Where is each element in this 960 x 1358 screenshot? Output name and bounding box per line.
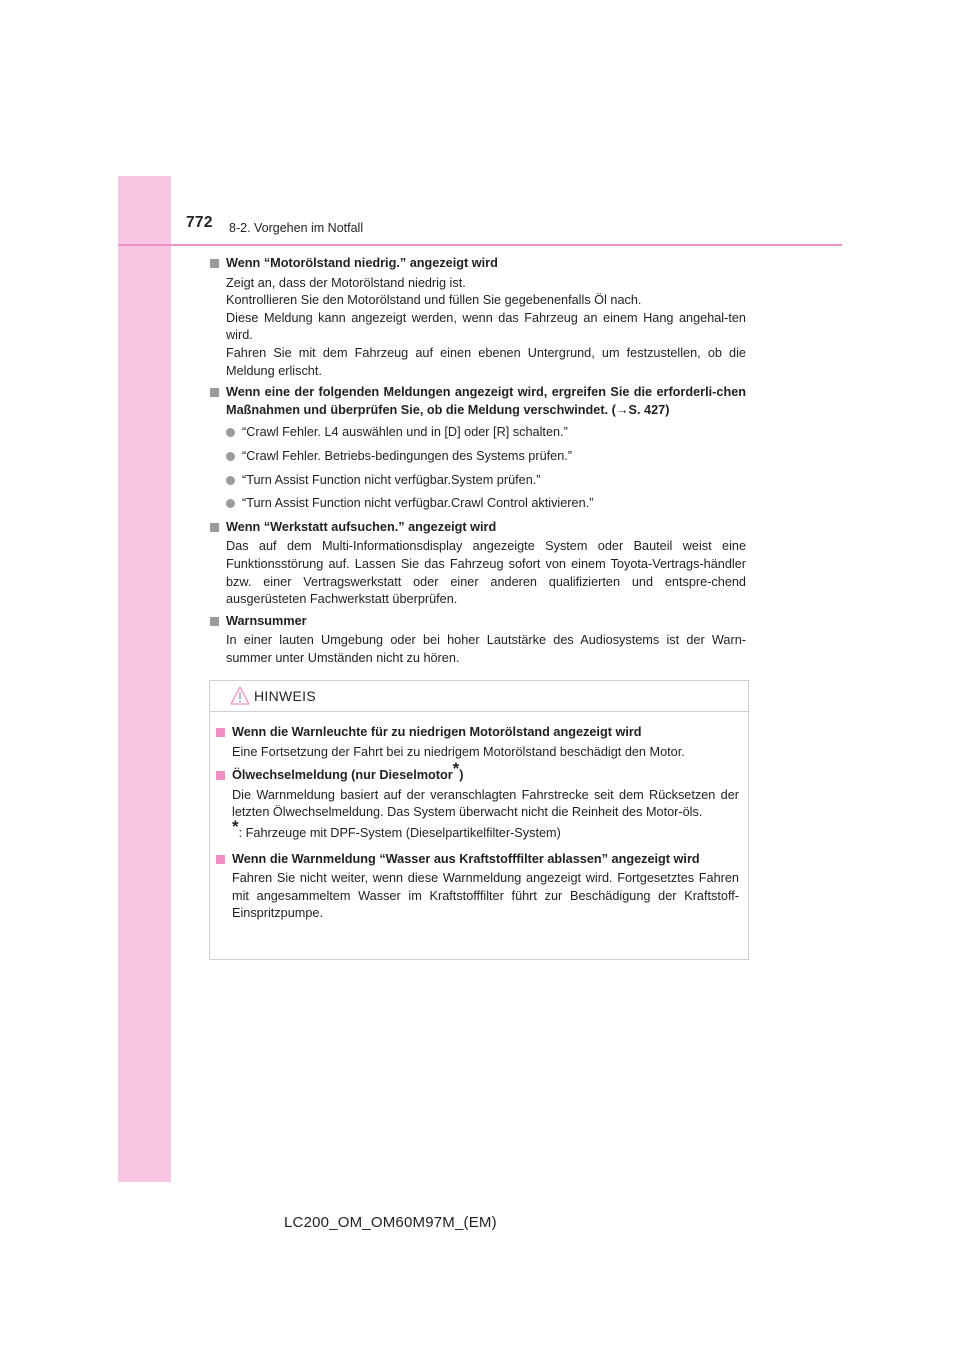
square-bullet-icon [210, 523, 219, 532]
list-item [226, 448, 746, 466]
footnote-asterisk: * [452, 759, 460, 779]
section-heading: Wenn “Motorölstand niedrig.” angezeigt wird [226, 256, 498, 270]
square-bullet-icon [216, 855, 225, 864]
notice-item-body: Die Warnmeldung basiert auf der veranschlagten Fahrstrecke seit dem Rücksetzen der letzten Ölwechselmeldung. Das System überwacht nicht die Reinheit des Motor-öls. [232, 787, 739, 820]
header-divider [118, 244, 842, 246]
notice-box [209, 680, 749, 960]
notice-header [210, 681, 748, 712]
notice-body [210, 712, 748, 923]
round-bullet-icon [226, 428, 235, 437]
square-bullet-icon [210, 259, 219, 268]
section-body: In einer lauten Umgebung oder bei hoher Lautstärke des Audiosystems ist der Warn-summer unter Umständen nicht zu hören. [226, 633, 746, 665]
list-item-text: “Turn Assist Function nicht verfügbar.System prüfen.” [242, 472, 541, 487]
section-body [226, 275, 746, 381]
heading-text: Wenn eine der folgenden Meldungen angezeigt wird, ergreifen Sie die erforderli-chen Maßnahmen und überprüfen Sie, ob die Meldung verschwindet. ( [226, 385, 746, 417]
section-oil-level-low [210, 255, 746, 380]
round-bullet-icon [226, 452, 235, 461]
page-reference-arrow: → [615, 402, 629, 417]
section-following-messages [210, 384, 746, 513]
notice-item-body: Eine Fortsetzung der Fahrt bei zu niedrigem Motorölstand beschädigt den Motor. [232, 744, 685, 759]
notice-item [216, 759, 739, 842]
notice-item-body: Fahren Sie nicht weiter, wenn diese Warnmeldung angezeigt wird. Fortgesetztes Fahren mit angesammeltem Wasser im Kraftstofffilter führt zur Beschädigung der Kraftstoff-Einspritzpumpe. [232, 871, 739, 921]
section-visit-workshop [210, 519, 746, 609]
square-bullet-icon [216, 728, 225, 737]
body-line: Fahren Sie mit dem Fahrzeug auf einen ebenen Untergrund, um festzustellen, ob die Meldung erlischt. [226, 345, 746, 378]
chapter-sidebar-tab [118, 176, 171, 1182]
list-item-text: “Crawl Fehler. L4 auswählen und in [D] oder [R] schalten.” [242, 425, 568, 440]
notice-title: HINWEIS [254, 688, 316, 704]
footnote-text: : Fahrzeuge mit DPF-System (Dieselpartikelfilter-System) [238, 825, 561, 840]
main-content [210, 255, 746, 671]
round-bullet-icon [226, 499, 235, 508]
square-bullet-icon [210, 617, 219, 626]
notice-item [216, 724, 739, 761]
warning-triangle-icon [230, 686, 250, 705]
body-line: Kontrollieren Sie den Motorölstand und füllen Sie gegebenenfalls Öl nach. [226, 293, 642, 308]
notice-item-heading: Wenn die Warnleuchte für zu niedrigen Motorölstand angezeigt wird [232, 725, 642, 739]
square-bullet-icon [216, 771, 225, 780]
notice-item [216, 851, 739, 923]
page-reference-link[interactable]: S. 427) [628, 402, 670, 417]
heading-text: ) [459, 768, 464, 783]
round-bullet-icon [226, 476, 235, 485]
list-item-text: “Crawl Fehler. Betriebs-bedingungen des Systems prüfen.” [242, 448, 573, 463]
notice-item-heading: Wenn die Warnmeldung “Wasser aus Kraftstofffilter ablassen” angezeigt wird [232, 851, 700, 866]
section-body: Das auf dem Multi-Informationsdisplay angezeigte System oder Bauteil weist eine Funktionsstörung auf. Lassen Sie das Fahrzeug sofort von einem Toyota-Vertrags-händler bzw. einer Vertragswerkstatt oder einer anderen qualifizierten und entspre-chend ausgerüsteten Fachwerkstatt überprüfen. [226, 539, 746, 607]
footnote [232, 816, 739, 843]
section-heading: Warnsummer [226, 613, 307, 628]
section-heading: Wenn “Werkstatt aufsuchen.” angezeigt wird [226, 519, 497, 534]
list-item-text: “Turn Assist Function nicht verfügbar.Crawl Control aktivieren.” [242, 496, 594, 511]
heading-text: Ölwechselmeldung (nur Dieselmotor [232, 768, 453, 783]
body-line: Diese Meldung kann angezeigt werden, wenn das Fahrzeug an einem Hang angehal-ten wird. [226, 310, 746, 343]
list-item [226, 495, 746, 513]
footnote-asterisk: * [232, 816, 239, 836]
document-code: LC200_OM_OM60M97M_(EM) [284, 1214, 497, 1231]
square-bullet-icon [210, 388, 219, 397]
notice-item-heading [232, 759, 739, 785]
section-title: 8-2. Vorgehen im Notfall [229, 221, 364, 235]
body-line: Zeigt an, dass der Motorölstand niedrig ist. [226, 275, 466, 290]
list-item [226, 472, 746, 490]
list-item [226, 424, 746, 442]
page-number: 772 [186, 214, 213, 231]
section-heading [226, 384, 746, 419]
section-warning-buzzer [210, 613, 746, 668]
